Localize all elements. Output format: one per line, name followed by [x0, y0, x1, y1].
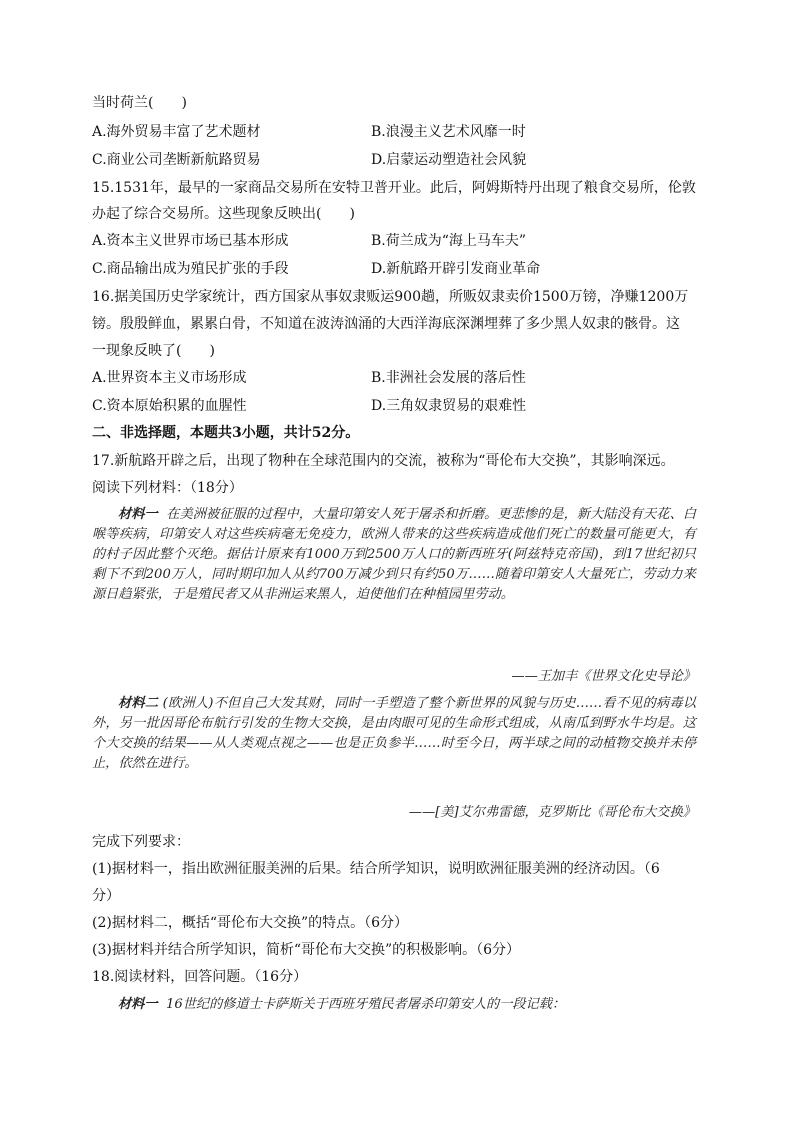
q15-option-d: D.新航路开辟引发商业革命	[371, 261, 541, 277]
q17-material1-label: 材料一	[118, 507, 158, 522]
q17-req2: (2)据材料二，概括“哥伦布大交换”的特点。（6分）	[92, 915, 409, 931]
q14-option-a: A.海外贸易丰富了艺术题材	[92, 124, 261, 140]
q18-stem: 18.阅读材料，回答问题。（16分）	[92, 969, 308, 985]
q18-material1	[92, 995, 696, 1015]
q16-stem-line3: 一现象反映了( )	[92, 343, 215, 359]
q17-material2-label: 材料二	[118, 696, 159, 711]
q14-option-c: C.商业公司垄断新航路贸易	[92, 152, 261, 168]
q17-req3: (3)据材料并结合所学知识，简析“哥伦布大交换”的积极影响。（6分）	[92, 942, 521, 958]
q17-req1-line1: (1)据材料一，指出欧洲征服美洲的后果。结合所学知识，说明欧洲征服美洲的经济动因。（6	[92, 861, 660, 877]
q16-option-b: B.非洲社会发展的落后性	[371, 370, 526, 386]
q17-requirements-intro: 完成下列要求：	[92, 834, 190, 850]
q15-stem-line2: 办起了综合交易所。这些现象反映出( )	[92, 206, 355, 222]
q17-material1-text: 在美洲被征服的过程中，大量印第安人死于屠杀和折磨。更悲惨的是，新大陆没有天花、白喉等疾病，印第安人对这些疾病毫无免疫力，欧洲人带来的这些疾病造成他们死亡的数量可能更大，有的村子因此整个灭绝。据估计原来有1000万到2500万人口的新西班牙(阿兹特克帝国)，到17世纪初只剩下不到200万人，同时期印加人从约700万减少到只有约50万……随着印第安人大量死亡，劳动力来源日趋紧张，于是殖民者又从非洲运来黑人，迫使他们在种植园里劳动。	[92, 507, 697, 602]
section2-heading: 二、非选择题，本题共3小题，共计52分。	[92, 425, 360, 441]
q15-option-a: A.资本主义世界市场已基本形成	[92, 233, 289, 249]
q15-option-b: B.荷兰成为“海上马车夫”	[371, 233, 527, 249]
q16-stem-line1: 16.据美国历史学家统计，西方国家从事奴隶贩运900趟，所贩奴隶卖价1500万镑，净赚1200万	[92, 289, 689, 305]
q16-option-c: C.资本原始积累的血腥性	[92, 398, 247, 414]
q17-stem-line1: 17.新航路开辟之后，出现了物种在全球范围内的交流，被称为“哥伦布大交换”，其影响深远。	[92, 453, 675, 469]
q17-material2-source: ——[美]艾尔弗雷德，克罗斯比《哥伦布大交换》	[408, 805, 696, 820]
q14-option-d: D.启蒙运动塑造社会风貌	[371, 152, 527, 168]
q14-stem-end: 当时荷兰( )	[92, 95, 187, 111]
q16-option-d: D.三角奴隶贸易的艰难性	[371, 398, 527, 414]
q18-material1-text: 16世纪的修道士卡萨斯关于西班牙殖民者屠杀印第安人的一段记载：	[165, 997, 566, 1012]
q17-material1-source: ——王加丰《世界文化史导论》	[511, 669, 696, 684]
q16-option-a: A.世界资本主义市场形成	[92, 370, 247, 386]
q18-material1-label: 材料一	[118, 997, 158, 1012]
q17-req1-line2: 分）	[92, 888, 120, 904]
q15-option-c: C.商品输出成为殖民扩张的手段	[92, 261, 289, 277]
q14-option-b: B.浪漫主义艺术风靡一时	[371, 124, 526, 140]
q15-stem-line1: 15.1531年，最早的一家商品交易所在安特卫普开业。此后，阿姆斯特丹出现了粮食交易所，伦敦	[92, 180, 696, 196]
q17-material1	[92, 505, 696, 605]
q17-material2	[92, 694, 696, 774]
q17-material2-text: (欧洲人)不但自己大发其财，同时一手塑造了整个新世界的风貌与历史……看不见的病毒以外，另一批因哥伦布航行引发的生物大交换，是由肉眼可见的生命形式组成，从南瓜到野水牛均是。这个大交换的结果——从人类观点视之——也是正负参半……时至今日，两半球之间的动植物交换并未停止，依然在进行。	[92, 696, 696, 771]
q17-stem-line2: 阅读下列材料：（18分）	[92, 480, 243, 496]
q16-stem-line2: 镑。殷殷鲜血，累累白骨，不知道在波涛汹涌的大西洋海底深渊埋葬了多少黑人奴隶的骸骨。这	[92, 316, 680, 332]
